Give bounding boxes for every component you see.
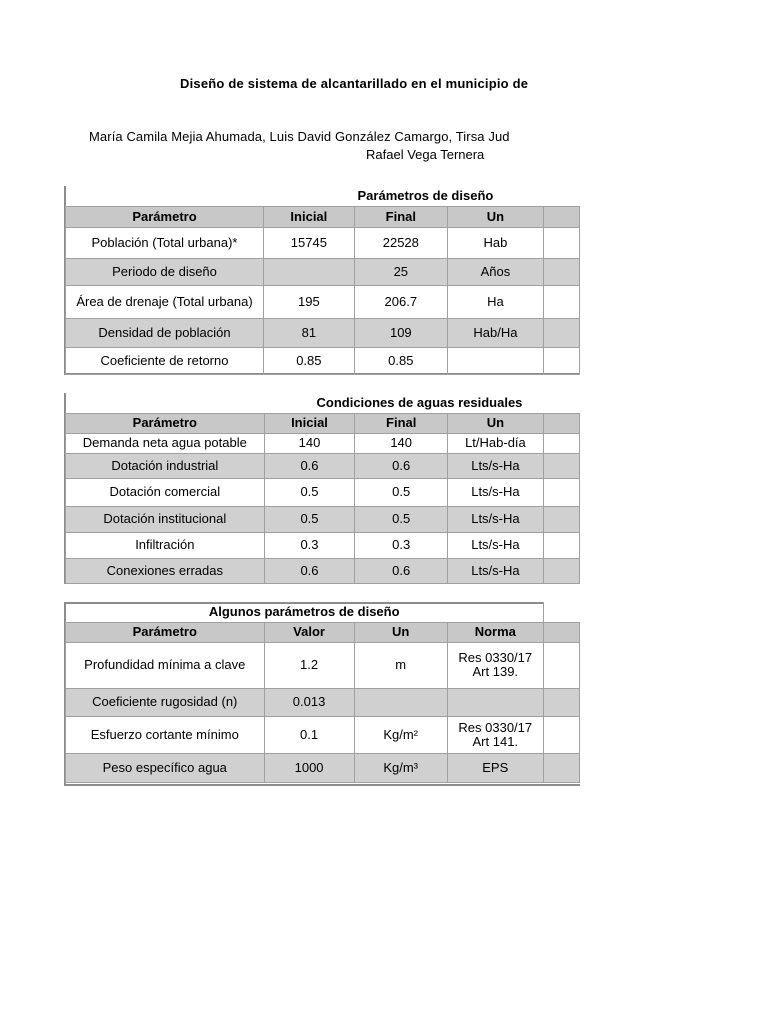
table-cell: Coeficiente rugosidad (n) <box>66 688 265 716</box>
table-cell: m <box>354 642 447 688</box>
table-row <box>66 347 580 374</box>
column-header: Parámetro <box>66 413 265 433</box>
table-row <box>66 642 580 688</box>
table-cell: Densidad de población <box>66 318 264 347</box>
table-cell: 140 <box>264 433 355 453</box>
table-cell: 0.3 <box>264 532 355 558</box>
table-cell: 195 <box>264 285 355 318</box>
table-cell: 0.6 <box>264 453 355 478</box>
column-header: Inicial <box>264 206 355 227</box>
table-cell: Res 0330/17 Art 139. <box>447 642 543 688</box>
table-cell <box>354 688 447 716</box>
table-cell: Años <box>447 258 543 285</box>
table-cell: Dotación industrial <box>66 453 265 478</box>
column-header: Parámetro <box>66 622 265 642</box>
table-cell: 0.5 <box>355 506 448 532</box>
document-title: Diseño de sistema de alcantarillado en el municipio de <box>180 76 529 91</box>
table-cell: Infiltración <box>66 532 265 558</box>
table-cell: Área de drenaje (Total urbana) <box>66 285 264 318</box>
table-cell: Peso específico agua <box>66 753 265 782</box>
authors-line-1: María Camila Mejia Ahumada, Luis David González Camargo, Tirsa Jud <box>89 129 510 144</box>
table-cell: 109 <box>354 318 447 347</box>
table-cell: 0.6 <box>355 453 448 478</box>
table-row <box>66 688 580 716</box>
column-header: Parámetro <box>66 206 264 227</box>
column-header: Un <box>448 413 544 433</box>
table-row <box>66 532 580 558</box>
table-cell: Conexiones erradas <box>66 558 265 583</box>
table-cell: 0.6 <box>264 558 355 583</box>
table-caption: Parámetros de diseño <box>66 186 580 206</box>
table-cell: Lt/Hab-día <box>448 433 544 453</box>
column-header: Final <box>355 413 448 433</box>
table-row <box>66 227 580 258</box>
column-header: Inicial <box>264 413 355 433</box>
table-cell: Esfuerzo cortante mínimo <box>66 716 265 753</box>
table-cell: 0.1 <box>264 716 354 753</box>
table-cell: 81 <box>264 318 355 347</box>
table-cell: Lts/s-Ha <box>448 558 544 583</box>
table-cell: 0.5 <box>264 478 355 506</box>
table-cell: Kg/m² <box>354 716 447 753</box>
table-cell <box>447 688 543 716</box>
table-caption: Condiciones de aguas residuales <box>66 393 580 413</box>
table-row <box>66 506 580 532</box>
table-cell: Demanda neta agua potable <box>66 433 265 453</box>
table-cell: 140 <box>355 433 448 453</box>
table-row <box>66 753 580 782</box>
table-cell: EPS <box>447 753 543 782</box>
table-cell: Profundidad mínima a clave <box>66 642 265 688</box>
table-cell <box>264 258 355 285</box>
table-cell: Lts/s-Ha <box>448 506 544 532</box>
table-row <box>66 318 580 347</box>
table-cell: 0.6 <box>355 558 448 583</box>
table-row <box>66 258 580 285</box>
table-cell: Lts/s-Ha <box>448 478 544 506</box>
table-cell: 0.85 <box>264 347 355 374</box>
table-cell: 0.85 <box>354 347 447 374</box>
column-header: Un <box>447 206 543 227</box>
table-cell: 0.3 <box>355 532 448 558</box>
table-cell: Lts/s-Ha <box>448 453 544 478</box>
column-header: Final <box>354 206 447 227</box>
table-cell: 1000 <box>264 753 354 782</box>
wastewater-conditions-table <box>64 393 580 584</box>
table-row <box>66 285 580 318</box>
table-row <box>66 453 580 478</box>
table-row <box>66 558 580 583</box>
table-cell: Kg/m³ <box>354 753 447 782</box>
column-header: Un <box>354 622 447 642</box>
table-row <box>66 478 580 506</box>
table-cell: 1.2 <box>264 642 354 688</box>
column-header: Norma <box>447 622 543 642</box>
table-cell: Ha <box>447 285 543 318</box>
table-row <box>66 716 580 753</box>
table-cell: 0.5 <box>264 506 355 532</box>
table-cell: Res 0330/17 Art 141. <box>447 716 543 753</box>
table-cell <box>447 347 543 374</box>
table-cell: Población (Total urbana)* <box>66 227 264 258</box>
table-cell: 25 <box>354 258 447 285</box>
table-cell: Periodo de diseño <box>66 258 264 285</box>
table-cell: 22528 <box>354 227 447 258</box>
table-cell: 15745 <box>264 227 355 258</box>
authors-line-2: Rafael Vega Ternera <box>366 147 485 162</box>
column-header: Valor <box>264 622 354 642</box>
table-caption: Algunos parámetros de diseño <box>66 602 544 622</box>
table-cell: Dotación comercial <box>66 478 265 506</box>
design-parameters-table <box>64 186 580 375</box>
table-cell: 0.013 <box>264 688 354 716</box>
table-cell: Hab/Ha <box>447 318 543 347</box>
table-cell: Hab <box>447 227 543 258</box>
table-row <box>66 433 580 453</box>
table-cell: 0.5 <box>355 478 448 506</box>
table-cell: Coeficiente de retorno <box>66 347 264 374</box>
table-cell: 206.7 <box>354 285 447 318</box>
table-cell: Dotación institucional <box>66 506 265 532</box>
table-cell: Lts/s-Ha <box>448 532 544 558</box>
other-design-parameters-table <box>64 602 580 786</box>
